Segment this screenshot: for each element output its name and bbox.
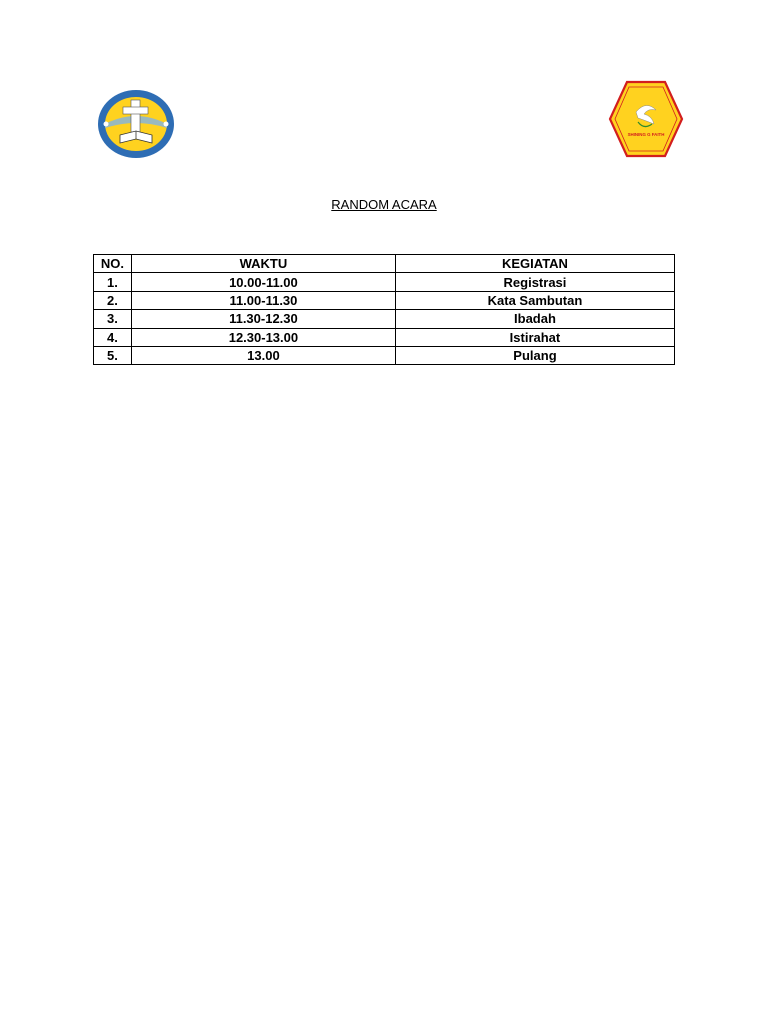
page-title: RANDOM ACARA: [331, 197, 437, 212]
table-row: [94, 310, 675, 328]
table-row: [94, 291, 675, 309]
schedule-table: [93, 254, 675, 365]
cell-waktu: 11.00-11.30: [131, 291, 395, 309]
cell-no: 4.: [94, 328, 132, 346]
cell-waktu: 10.00-11.00: [131, 273, 395, 291]
cell-kegiatan: Registrasi: [395, 273, 674, 291]
cell-no: 3.: [94, 310, 132, 328]
cell-waktu: 11.30-12.30: [131, 310, 395, 328]
cell-no: 1.: [94, 273, 132, 291]
right-logo-text: SHINING G FAITH: [627, 132, 665, 137]
table-row: [94, 328, 675, 346]
dove-hexagon-emblem-icon: [608, 80, 684, 158]
cell-no: 2.: [94, 291, 132, 309]
right-logo: [608, 80, 684, 158]
table-row: [94, 273, 675, 291]
table-row: [94, 346, 675, 364]
cell-waktu: 13.00: [131, 346, 395, 364]
left-logo: [96, 88, 176, 160]
cell-kegiatan: Kata Sambutan: [395, 291, 674, 309]
header-no: NO.: [94, 255, 132, 273]
cell-kegiatan: Pulang: [395, 346, 674, 364]
header-kegiatan: KEGIATAN: [395, 255, 674, 273]
cell-no: 5.: [94, 346, 132, 364]
cross-book-emblem-icon: [96, 88, 176, 160]
cell-waktu: 12.30-13.00: [131, 328, 395, 346]
table-header-row: [94, 255, 675, 273]
header-waktu: WAKTU: [131, 255, 395, 273]
cell-kegiatan: Istirahat: [395, 328, 674, 346]
cell-kegiatan: Ibadah: [395, 310, 674, 328]
